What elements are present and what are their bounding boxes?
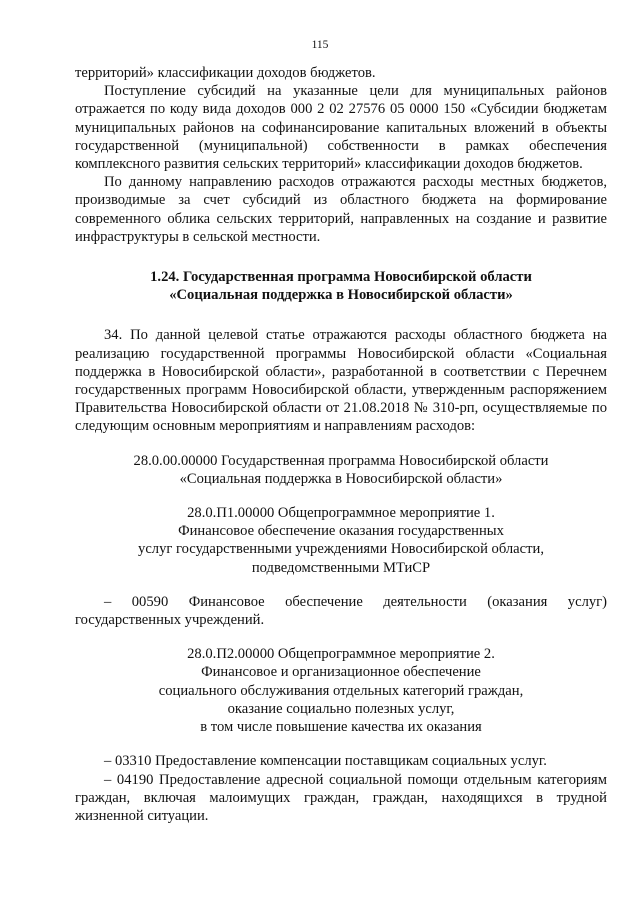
event2-line4: оказание социально полезных услуг, <box>227 700 455 717</box>
event2-line1: 28.0.П2.00000 Общепрограммное мероприятие 2. <box>187 646 495 663</box>
event2-line2: Финансовое и организационное обеспечение <box>201 664 481 681</box>
section-heading-line2: «Социальная поддержка в Новосибирской области» <box>169 287 513 304</box>
paragraph-article-34: 34. По данной целевой статье отражаются расходы областного бюджета на реализацию государственной программы Новосибирской области «Социальная поддержка в Новосибирской области», разработанной в соответствии с Перечнем государственных программ Новосибирской области, утвержденным распоряжением Правительства Новосибирской области от 21.08.2018 № 310-рп, осуществляемые по следующим основным мероприятиям и направлениям расходов: <box>75 327 607 435</box>
item-00590: – 00590 Финансовое обеспечение деятельности (оказания услуг) государственных учреждений. <box>75 593 607 629</box>
paragraph-subsidy-code: Поступление субсидий на указанные цели для муниципальных районов отражается по коду вида доходов 000 2 02 27576 05 0000 150 «Субсидии бюджетам муниципальных районов на софинансирование капитальных вложений в объекты государственной (муниципальной) собственности в рамках обеспечения комплексного развития сельских территорий» классификации доходов бюджетов. <box>75 83 607 173</box>
item-03310: – 03310 Предоставление компенсации поставщикам социальных услуг. <box>104 753 547 770</box>
page-number: 115 <box>311 39 329 51</box>
event2-line3: социального обслуживания отдельных категорий граждан, <box>158 682 524 699</box>
item-04190: – 04190 Предоставление адресной социальной помощи отдельным категориям граждан, включая малоимущих граждан, граждан, находящихся в трудной жизненной ситуации. <box>75 771 607 824</box>
page-content <box>75 64 607 825</box>
event1-line1: 28.0.П1.00000 Общепрограммное мероприятие 1. <box>187 505 495 522</box>
section-heading-line1: 1.24. Государственная программа Новосибирской области <box>150 269 532 286</box>
event1-line4: подведомственными МТиСР <box>251 559 431 576</box>
program-heading-line1: 28.0.00.00000 Государственная программа Новосибирской области <box>133 452 549 469</box>
program-heading <box>75 452 607 488</box>
paragraph-local-budget: По данному направлению расходов отражаются расходы местных бюджетов, производимые за счет субсидий из областного бюджета на формирование современного облика сельских территорий, направленных на создание и развитие инфраструктуры в сельской местности. <box>75 174 607 245</box>
event1-heading <box>75 504 607 577</box>
event1-line3: услуг государственными учреждениями Новосибирской области, <box>138 541 544 558</box>
event1-line2: Финансовое обеспечение оказания государственных <box>178 523 504 540</box>
program-heading-line2: «Социальная поддержка в Новосибирской области» <box>179 470 503 487</box>
event2-heading <box>75 645 607 736</box>
section-heading <box>75 268 607 304</box>
event2-line5: в том числе повышение качества их оказания <box>200 719 482 736</box>
paragraph-continuation: территорий» классификации доходов бюджетов. <box>75 65 376 81</box>
